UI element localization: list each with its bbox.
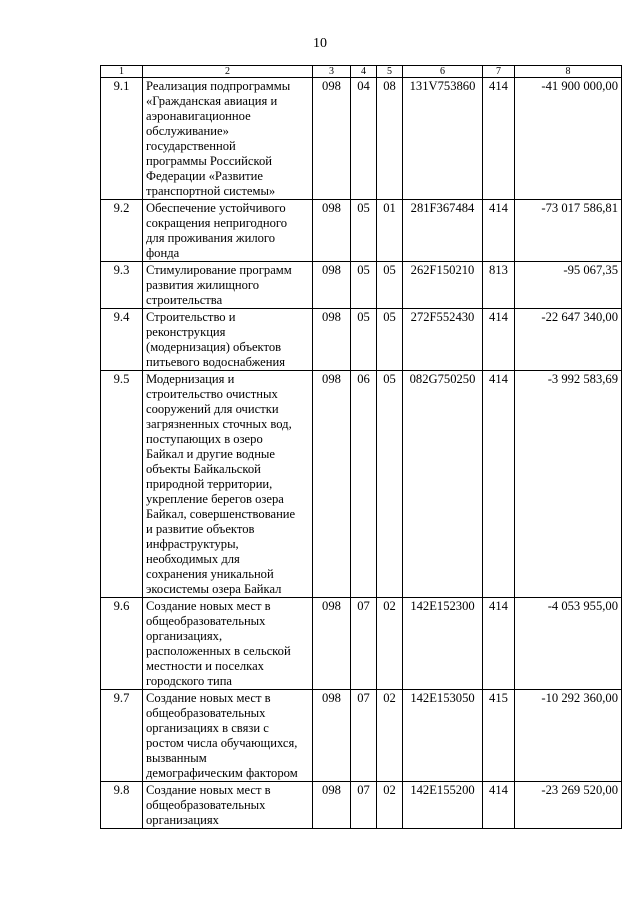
description-line: Байкал, совершенствование <box>146 507 296 521</box>
budget-table <box>100 65 622 829</box>
description-line: общеобразовательных <box>146 706 266 720</box>
expense-type-code: 813 <box>483 262 515 309</box>
item-description <box>143 782 313 829</box>
description-line: аэронавигационное <box>146 109 251 123</box>
description-line: местности и поселках <box>146 659 264 673</box>
description-line: государственной <box>146 139 236 153</box>
item-number: 9.4 <box>101 309 143 371</box>
item-number: 9.2 <box>101 200 143 262</box>
subsection-code: 05 <box>377 262 403 309</box>
description-line: экосистемы озера Байкал <box>146 582 282 596</box>
ministry-code: 098 <box>313 371 351 598</box>
item-number: 9.3 <box>101 262 143 309</box>
description-line: вызванным <box>146 751 207 765</box>
description-line: расположенных в сельской <box>146 644 291 658</box>
amount: -41 900 000,00 <box>515 78 622 200</box>
table-row <box>101 690 622 782</box>
column-number-row <box>101 66 622 78</box>
description-line: организациях в связи с <box>146 721 269 735</box>
amount: -10 292 360,00 <box>515 690 622 782</box>
description-line: поступающих в озеро <box>146 432 263 446</box>
description-line: (модернизация) объектов <box>146 340 282 354</box>
description-line: «Гражданская авиация и <box>146 94 278 108</box>
section-code: 06 <box>351 371 377 598</box>
expense-type-code: 415 <box>483 690 515 782</box>
description-line: ростом числа обучающихся, <box>146 736 298 750</box>
ministry-code: 098 <box>313 690 351 782</box>
description-line: Создание новых мест в <box>146 691 271 705</box>
description-line: Создание новых мест в <box>146 599 271 613</box>
subsection-code: 02 <box>377 690 403 782</box>
item-number: 9.6 <box>101 598 143 690</box>
description-line: реконструкция <box>146 325 226 339</box>
description-line: сокращения непригодного <box>146 216 288 230</box>
description-line: общеобразовательных <box>146 798 266 812</box>
target-article-code: 272F552430 <box>403 309 483 371</box>
expense-type-code: 414 <box>483 782 515 829</box>
column-number: 3 <box>313 66 351 78</box>
column-number: 7 <box>483 66 515 78</box>
subsection-code: 02 <box>377 598 403 690</box>
expense-type-code: 414 <box>483 371 515 598</box>
table-row <box>101 262 622 309</box>
description-line: строительства <box>146 293 223 307</box>
target-article-code: 262F150210 <box>403 262 483 309</box>
item-number: 9.1 <box>101 78 143 200</box>
section-code: 07 <box>351 782 377 829</box>
expense-type-code: 414 <box>483 598 515 690</box>
description-line: организациях <box>146 813 219 827</box>
column-number: 2 <box>143 66 313 78</box>
description-line: укрепление берегов озера <box>146 492 284 506</box>
amount: -22 647 340,00 <box>515 309 622 371</box>
description-line: демографическим фактором <box>146 766 298 780</box>
description-line: Федерации «Развитие <box>146 169 264 183</box>
section-code: 04 <box>351 78 377 200</box>
description-line: строительство очистных <box>146 387 278 401</box>
column-number: 6 <box>403 66 483 78</box>
subsection-code: 05 <box>377 371 403 598</box>
target-article-code: 142E153050 <box>403 690 483 782</box>
item-description <box>143 309 313 371</box>
description-line: Обеспечение устойчивого <box>146 201 286 215</box>
target-article-code: 082G750250 <box>403 371 483 598</box>
column-number: 5 <box>377 66 403 78</box>
description-line: и развитие объектов <box>146 522 255 536</box>
description-line: для проживания жилого <box>146 231 276 245</box>
description-line: обслуживание» <box>146 124 229 138</box>
amount: -73 017 586,81 <box>515 200 622 262</box>
description-line: Байкал и другие водные <box>146 447 275 461</box>
column-number: 4 <box>351 66 377 78</box>
table-row <box>101 78 622 200</box>
description-line: инфраструктуры, <box>146 537 239 551</box>
subsection-code: 05 <box>377 309 403 371</box>
item-description <box>143 78 313 200</box>
description-line: природной территории, <box>146 477 273 491</box>
item-description <box>143 371 313 598</box>
section-code: 05 <box>351 262 377 309</box>
description-line: Строительство и <box>146 310 236 324</box>
column-number: 8 <box>515 66 622 78</box>
ministry-code: 098 <box>313 200 351 262</box>
description-line: организациях, <box>146 629 223 643</box>
target-article-code: 131V753860 <box>403 78 483 200</box>
expense-type-code: 414 <box>483 78 515 200</box>
section-code: 05 <box>351 200 377 262</box>
ministry-code: 098 <box>313 262 351 309</box>
amount: -4 053 955,00 <box>515 598 622 690</box>
section-code: 05 <box>351 309 377 371</box>
description-line: загрязненных сточных вод, <box>146 417 292 431</box>
amount: -23 269 520,00 <box>515 782 622 829</box>
target-article-code: 281F367484 <box>403 200 483 262</box>
item-description <box>143 598 313 690</box>
description-line: Реализация подпрограммы <box>146 79 291 93</box>
item-description <box>143 262 313 309</box>
table-row <box>101 200 622 262</box>
description-line: питьевого водоснабжения <box>146 355 285 369</box>
table-row <box>101 782 622 829</box>
description-line: Создание новых мест в <box>146 783 271 797</box>
expense-type-code: 414 <box>483 309 515 371</box>
ministry-code: 098 <box>313 598 351 690</box>
page-number: 10 <box>313 36 327 51</box>
description-line: сохранения уникальной <box>146 567 274 581</box>
description-line: транспортной системы» <box>146 184 276 198</box>
subsection-code: 01 <box>377 200 403 262</box>
subsection-code: 02 <box>377 782 403 829</box>
amount: -3 992 583,69 <box>515 371 622 598</box>
description-line: программы Российской <box>146 154 272 168</box>
target-article-code: 142E155200 <box>403 782 483 829</box>
description-line: Стимулирование программ <box>146 263 292 277</box>
section-code: 07 <box>351 690 377 782</box>
ministry-code: 098 <box>313 782 351 829</box>
description-line: сооружений для очистки <box>146 402 279 416</box>
table-row <box>101 309 622 371</box>
item-number: 9.8 <box>101 782 143 829</box>
expense-type-code: 414 <box>483 200 515 262</box>
amount: -95 067,35 <box>515 262 622 309</box>
ministry-code: 098 <box>313 78 351 200</box>
description-line: общеобразовательных <box>146 614 266 628</box>
target-article-code: 142E152300 <box>403 598 483 690</box>
description-line: объекты Байкальской <box>146 462 261 476</box>
item-description <box>143 200 313 262</box>
item-description <box>143 690 313 782</box>
subsection-code: 08 <box>377 78 403 200</box>
section-code: 07 <box>351 598 377 690</box>
table-row <box>101 598 622 690</box>
item-number: 9.7 <box>101 690 143 782</box>
description-line: развития жилищного <box>146 278 260 292</box>
item-number: 9.5 <box>101 371 143 598</box>
description-line: городского типа <box>146 674 233 688</box>
table-row <box>101 371 622 598</box>
description-line: фонда <box>146 246 180 260</box>
ministry-code: 098 <box>313 309 351 371</box>
description-line: необходимых для <box>146 552 240 566</box>
column-number: 1 <box>101 66 143 78</box>
description-line: Модернизация и <box>146 372 235 386</box>
